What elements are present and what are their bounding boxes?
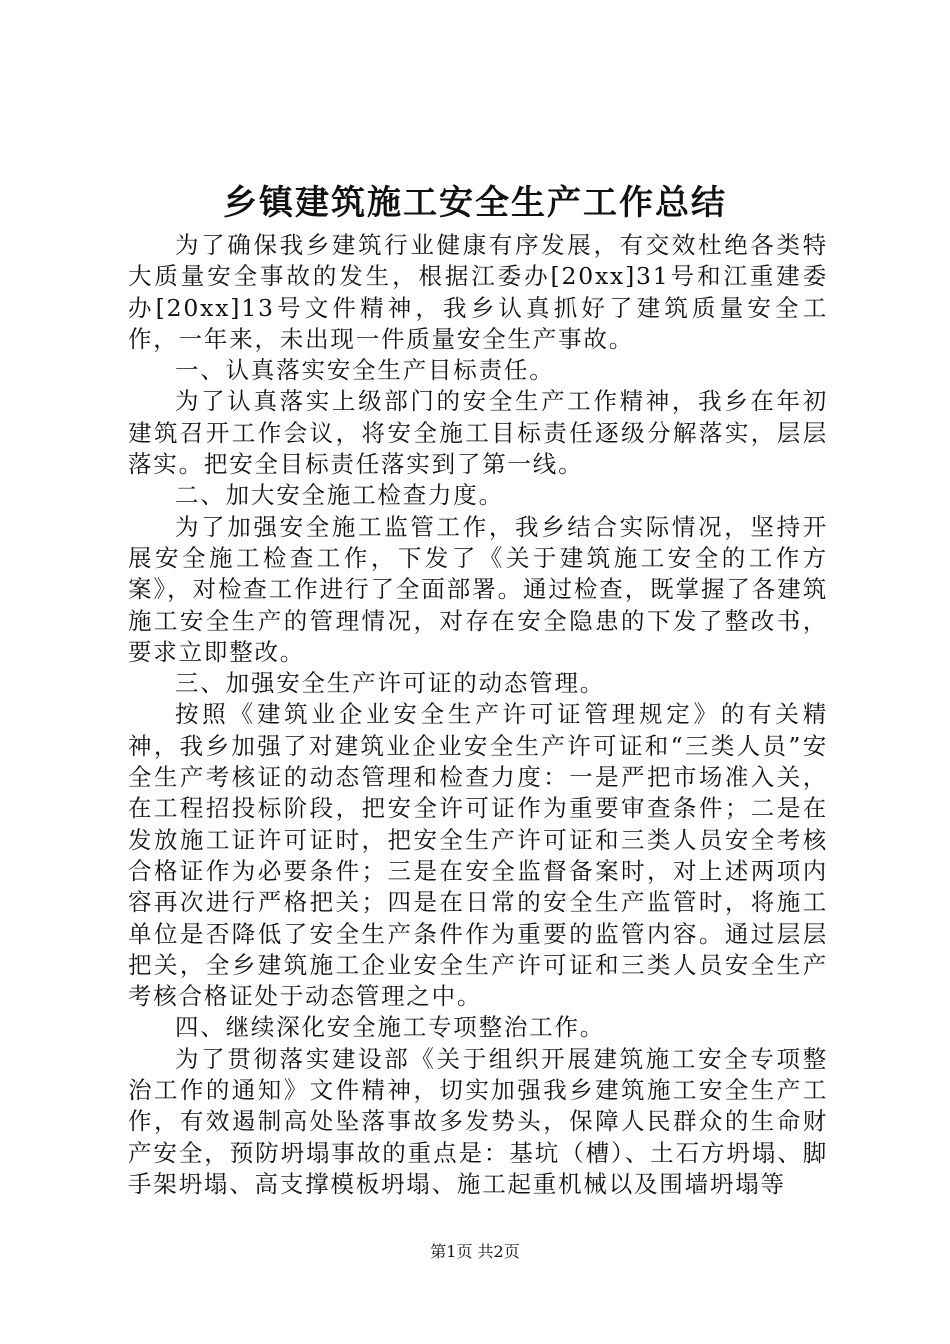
- section-heading-4: 四、继续深化安全施工专项整治工作。: [175, 1013, 606, 1042]
- section-heading-3: 三、加强安全生产许可证的动态管理。: [175, 669, 606, 698]
- paragraph-intro: 为了确保我乡建筑行业健康有序发展，有交效杜绝各类特大质量安全事故的发生，根据江委办[20xx]31号和江重建委办[20xx]13号文件精神，我乡认真抓好了建筑质量安全工作，一年来，未出现一件质量安全生产事故。: [128, 231, 828, 353]
- section-heading-2: 二、加大安全施工检查力度。: [175, 481, 504, 510]
- document-title: 乡镇建筑施工安全生产工作总结: [223, 183, 727, 223]
- paragraph-section-4: 为了贯彻落实建设部《关于组织开展建筑施工安全专项整治工作的通知》文件精神，切实加强我乡建筑施工安全生产工作，有效遏制高处坠落事故多发势头，保障人民群众的生命财产安全，预防坍塌事故的重点是：基坑（槽）、土石方坍塌、脚手架坍塌、高支撑模板坍塌、施工起重机械以及围墙坍塌等: [128, 1044, 828, 1198]
- paragraph-section-3: 按照《建筑业企业安全生产许可证管理规定》的有关精神，我乡加强了对建筑业企业安全生产许可证和“三类人员”安全生产考核证的动态管理和检查力度：一是严把市场准入关，在工程招投标阶段，把安全许可证作为重要审查条件；二是在发放施工证许可证时，把安全生产许可证和三类人员安全考核合格证作为必要条件；三是在安全监督备案时，对上述两项内容再次进行严格把关；四是在日常的安全生产监管时，将施工单位是否降低了安全生产条件作为重要的监管内容。通过层层把关，全乡建筑施工企业安全生产许可证和三类人员安全生产考核合格证处于动态管理之中。: [128, 700, 828, 1011]
- page-number-footer: 第1页 共2页: [430, 1242, 520, 1261]
- document-body: [128, 230, 828, 1200]
- paragraph-section-2: 为了加强安全施工监管工作，我乡结合实际情况，坚持开展安全施工检查工作，下发了《关于建筑施工安全的工作方案》，对检查工作进行了全面部署。通过检查，既掌握了各建筑施工安全生产的管理情况，对存在安全隐患的下发了整改书，要求立即整改。: [128, 512, 828, 666]
- paragraph-section-1: 为了认真落实上级部门的安全生产工作精神，我乡在年初建筑召开工作会议，将安全施工目标责任逐级分解落实，层层落实。把安全目标责任落实到了第一线。: [128, 387, 828, 479]
- section-heading-1: 一、认真落实安全生产目标责任。: [175, 356, 555, 385]
